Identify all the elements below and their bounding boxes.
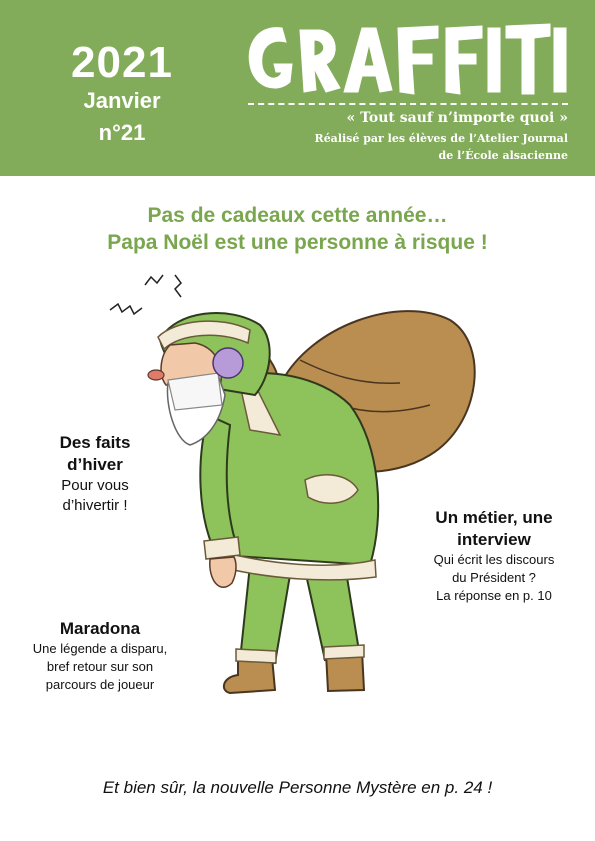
feature-desc: Une légende a disparu, [32, 641, 168, 656]
feature-desc: bref retour sur son [46, 659, 154, 674]
feature-winter-facts [30, 432, 160, 516]
cover-headline [60, 202, 535, 256]
headline-line-2: Papa Noël est une personne à risque ! [107, 231, 488, 254]
feature-title: Un métier, une [435, 508, 553, 527]
graffiti-logo [242, 20, 572, 100]
feature-desc: parcours de joueur [45, 677, 155, 692]
feature-desc: d’hivertir ! [62, 497, 128, 514]
feature-title: interview [457, 530, 531, 549]
masthead-divider [248, 103, 568, 105]
masthead-subtitle [248, 130, 568, 164]
subtitle-line-1: Réalisé par les élèves de l’Atelier Journal [314, 132, 568, 145]
footer-teaser: Et bien sûr, la nouvelle Personne Mystère en p. 24 ! [102, 778, 493, 797]
masthead [0, 0, 595, 176]
feature-title: d’hiver [67, 455, 123, 474]
feature-title: Des faits [59, 433, 131, 452]
headline-line-1: Pas de cadeaux cette année… [147, 204, 448, 227]
feature-desc: Pour vous [61, 477, 129, 494]
feature-title: Maradona [59, 619, 141, 638]
feature-desc: du Président ? [452, 570, 536, 585]
feature-interview [410, 507, 578, 605]
tagline: « Tout sauf n’importe quoi » [346, 110, 568, 126]
feature-maradona [10, 618, 190, 694]
feature-desc: Qui écrit les discours [433, 552, 555, 567]
subtitle-line-2: de l’École alsacienne [438, 149, 568, 162]
issue-year: 2021 [71, 38, 173, 87]
feature-desc: La réponse en p. 10 [436, 588, 552, 603]
issue-number: n°21 [98, 120, 146, 145]
issue-month: Janvier [83, 88, 161, 113]
